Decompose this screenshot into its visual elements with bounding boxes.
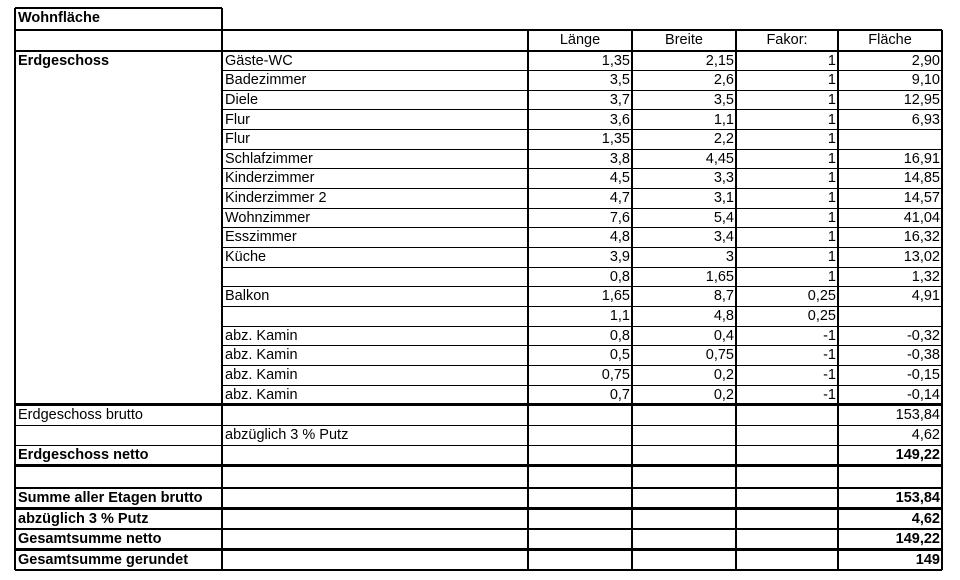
room-name (222, 267, 528, 287)
breite-value: 3,3 (713, 170, 734, 187)
flaeche-value: 9,10 (911, 72, 940, 89)
grid-line (15, 425, 942, 426)
laenge-value: 0,5 (609, 347, 630, 364)
room-name: abz. Kamin (225, 386, 298, 403)
total-label: Gesamtsumme gerundet (18, 551, 189, 568)
grid-line (222, 385, 942, 386)
flaeche-value: 6,93 (911, 111, 940, 128)
room-name: Flur (225, 111, 250, 128)
breite-value: 4,45 (705, 150, 734, 167)
grid-line (222, 90, 942, 91)
grid-line (222, 168, 942, 169)
breite-value: 2,6 (713, 72, 734, 89)
faktor-value: 1 (827, 190, 836, 207)
laenge-value: 0,7 (609, 386, 630, 403)
room-name: abz. Kamin (225, 366, 298, 383)
faktor-value: 1 (827, 229, 836, 246)
putz-deduction-value: 4,62 (911, 427, 940, 444)
header-breite: Breite (665, 31, 703, 48)
flaeche-value: -0,14 (906, 386, 940, 403)
room-name: Kinderzimmer (225, 170, 315, 187)
breite-value: 0,2 (713, 366, 734, 383)
grid-line (941, 30, 944, 570)
flaeche-value: 14,57 (903, 190, 940, 207)
room-name: Flur (225, 131, 250, 148)
laenge-value: 1,35 (601, 131, 630, 148)
putz-deduction-label: abzüglich 3 % Putz (225, 427, 349, 444)
laenge-value: 1,65 (601, 288, 630, 305)
breite-value: 0,2 (713, 386, 734, 403)
room-name: Schlafzimmer (225, 150, 313, 167)
grid-line (735, 30, 736, 570)
room-name: abz. Kamin (225, 327, 298, 344)
flaeche-value: 2,90 (911, 52, 940, 69)
grid-line (222, 70, 942, 71)
flaeche-value: 16,91 (903, 150, 940, 167)
grid-line (14, 8, 17, 30)
laenge-value: 4,8 (609, 229, 630, 246)
flaeche-value: 16,32 (903, 229, 940, 246)
faktor-value: 1 (827, 111, 836, 128)
grid-line (15, 29, 942, 32)
faktor-value: 1 (827, 91, 836, 108)
faktor-value: 1 (827, 131, 836, 148)
laenge-value: 1,1 (609, 308, 630, 324)
grid-line (222, 227, 942, 228)
grid-line (14, 30, 17, 570)
grid-line (222, 326, 942, 327)
flaeche-value (838, 130, 942, 150)
flaeche-value: 12,95 (903, 91, 940, 108)
grid-line (15, 548, 942, 551)
grid-line (221, 30, 222, 570)
flaeche-value: -0,38 (906, 347, 940, 364)
laenge-value: 3,7 (609, 91, 630, 108)
grid-line (631, 30, 632, 570)
grid-line (15, 464, 942, 467)
faktor-value: 1 (827, 170, 836, 187)
flaeche-value: -0,32 (906, 327, 940, 344)
grid-line (222, 267, 942, 268)
faktor-value: -1 (823, 347, 836, 364)
grid-line (15, 7, 222, 10)
flaeche-value (838, 306, 942, 326)
flaeche-value: 41,04 (903, 209, 940, 226)
breite-value: 0,75 (705, 347, 734, 364)
grid-line (15, 50, 942, 53)
faktor-value: 1 (827, 72, 836, 89)
grid-line (222, 306, 942, 307)
room-name: Wohnzimmer (225, 209, 311, 226)
flaeche-value: 4,91 (911, 288, 940, 305)
grid-line (15, 569, 942, 572)
faktor-value: 1 (827, 150, 836, 167)
grid-line (15, 507, 942, 510)
breite-value: 2,2 (713, 131, 734, 148)
section-label-erdgeschoss: Erdgeschoss (18, 52, 110, 69)
laenge-value: 3,6 (609, 111, 630, 128)
room-name: Esszimmer (225, 229, 297, 246)
grid-line (222, 149, 942, 150)
grid-line (222, 286, 942, 287)
grid-line (15, 528, 942, 531)
breite-value: 4,8 (713, 308, 734, 324)
erdgeschoss-netto-value: 149,22 (895, 447, 940, 464)
total-value: 149 (915, 551, 940, 568)
header-faktor: Fakor: (766, 31, 808, 48)
sheet-title: Wohnfläche (18, 10, 100, 27)
grid-line (222, 247, 942, 248)
erdgeschoss-netto-label: Erdgeschoss netto (18, 447, 149, 464)
grid-line (837, 30, 838, 570)
faktor-value: -1 (823, 386, 836, 403)
laenge-value: 0,8 (609, 268, 630, 285)
total-value: 149,22 (895, 531, 940, 547)
laenge-value: 4,5 (609, 170, 630, 187)
faktor-value: -1 (823, 366, 836, 383)
erdgeschoss-brutto-label: Erdgeschoss brutto (18, 407, 143, 424)
room-name: Kinderzimmer 2 (225, 190, 327, 207)
laenge-value: 3,5 (609, 72, 630, 89)
breite-value: 1,65 (705, 268, 734, 285)
grid-line (222, 109, 942, 110)
breite-value: 3 (725, 249, 734, 266)
laenge-value: 7,6 (609, 209, 630, 226)
laenge-value: 1,35 (601, 52, 630, 69)
total-label: Gesamtsumme netto (18, 531, 162, 547)
header-laenge: Länge (559, 31, 601, 48)
room-name: Küche (225, 249, 267, 266)
room-name: Diele (225, 91, 259, 108)
room-name: Gäste-WC (225, 52, 293, 69)
breite-value: 3,5 (713, 91, 734, 108)
grid-line (527, 30, 528, 570)
laenge-value: 0,8 (609, 327, 630, 344)
flaeche-value: 13,02 (903, 249, 940, 266)
grid-line (222, 129, 942, 130)
laenge-value: 4,7 (609, 190, 630, 207)
grid-line (222, 345, 942, 346)
faktor-value: 0,25 (807, 288, 836, 305)
room-name: Badezimmer (225, 72, 307, 89)
erdgeschoss-brutto-value: 153,84 (895, 407, 940, 424)
breite-value: 5,4 (713, 209, 734, 226)
breite-value: 3,4 (713, 229, 734, 246)
faktor-value: 0,25 (807, 308, 836, 324)
grid-line (15, 487, 942, 490)
faktor-value: -1 (823, 327, 836, 344)
laenge-value: 3,9 (609, 249, 630, 266)
room-name: abz. Kamin (225, 347, 298, 364)
breite-value: 2,15 (705, 52, 734, 69)
grid-line (222, 188, 942, 189)
grid-line (15, 445, 942, 446)
flaeche-value: -0,15 (906, 366, 940, 383)
total-value: 4,62 (911, 510, 940, 527)
laenge-value: 3,8 (609, 150, 630, 167)
room-name: Balkon (225, 288, 270, 305)
breite-value: 8,7 (713, 288, 734, 305)
header-flaeche: Fläche (868, 31, 912, 48)
grid-line (15, 403, 942, 406)
faktor-value: 1 (827, 268, 836, 285)
faktor-value: 1 (827, 209, 836, 226)
breite-value: 1,1 (713, 111, 734, 128)
faktor-value: 1 (827, 249, 836, 266)
breite-value: 0,4 (713, 327, 734, 344)
total-label: Summe aller Etagen brutto (18, 490, 203, 506)
grid-line (221, 8, 224, 30)
grid-line (222, 365, 942, 366)
total-value: 153,84 (895, 490, 940, 506)
grid-line (222, 208, 942, 209)
flaeche-value: 14,85 (903, 170, 940, 187)
faktor-value: 1 (827, 52, 836, 69)
breite-value: 3,1 (713, 190, 734, 207)
total-label: abzüglich 3 % Putz (18, 510, 149, 527)
laenge-value: 0,75 (601, 366, 630, 383)
room-name (222, 306, 528, 326)
flaeche-value: 1,32 (911, 268, 940, 285)
